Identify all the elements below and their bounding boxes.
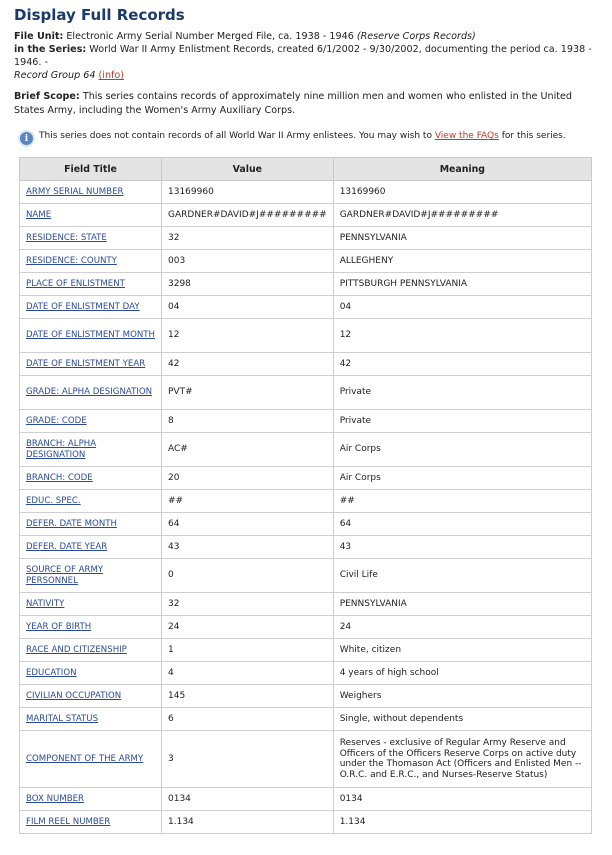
field-title-cell <box>20 376 162 410</box>
table-row <box>20 273 592 296</box>
field-title-link[interactable]: RESIDENCE: COUNTY <box>26 255 117 266</box>
meaning-cell: Air Corps <box>333 433 591 467</box>
meaning-cell: 64 <box>333 513 591 536</box>
value-cell: AC# <box>162 433 334 467</box>
value-cell: 6 <box>162 708 334 731</box>
field-title-link[interactable]: MARITAL STATUS <box>26 713 99 724</box>
table-row <box>20 811 592 834</box>
table-body <box>20 181 592 834</box>
page-title: Display Full Records <box>14 6 185 24</box>
meaning-cell: Civil Life <box>333 559 591 593</box>
series-label: in the Series: <box>14 44 87 55</box>
field-title-cell <box>20 662 162 685</box>
value-cell: 42 <box>162 353 334 376</box>
value-cell: 32 <box>162 593 334 616</box>
meaning-cell: 12 <box>333 319 591 353</box>
table-row <box>20 410 592 433</box>
value-cell: 1.134 <box>162 811 334 834</box>
table-row <box>20 319 592 353</box>
table-row <box>20 296 592 319</box>
brief-scope <box>14 90 589 118</box>
file-unit-italic: (Reserve Corps Records) <box>356 31 476 42</box>
field-title-cell <box>20 433 162 467</box>
field-title-cell <box>20 513 162 536</box>
field-title-link[interactable]: BRANCH: CODE <box>26 472 93 483</box>
view-faqs-link[interactable]: View the FAQs <box>434 131 499 141</box>
field-title-link[interactable]: RACE AND CITIZENSHIP <box>26 644 127 655</box>
value-cell: 3298 <box>162 273 334 296</box>
meaning-cell: 4 years of high school <box>333 662 591 685</box>
series <box>14 43 612 82</box>
field-title-link[interactable]: CIVILIAN OCCUPATION <box>26 690 122 701</box>
table-row <box>20 353 592 376</box>
field-title-cell <box>20 273 162 296</box>
value-cell: 43 <box>162 536 334 559</box>
field-title-cell <box>20 616 162 639</box>
value-cell: 4 <box>162 662 334 685</box>
records-table <box>19 157 592 834</box>
field-title-cell <box>20 639 162 662</box>
series-text: World War II Army Enlistment Records, created 6/1/2002 - 9/30/2002, documenting the period ca. 1938 - 1946. - <box>14 44 592 68</box>
notice-after: for this series. <box>501 131 566 141</box>
meaning-cell: PENNSYLVANIA <box>333 227 591 250</box>
value-cell: 04 <box>162 296 334 319</box>
meaning-cell: 43 <box>333 536 591 559</box>
field-title-link[interactable]: GRADE: ALPHA DESIGNATION <box>26 387 153 398</box>
field-title-cell <box>20 410 162 433</box>
meaning-cell: 13169960 <box>333 181 591 204</box>
field-title-cell <box>20 353 162 376</box>
field-title-link[interactable]: COMPONENT OF THE ARMY <box>26 753 144 764</box>
field-title-link[interactable]: RESIDENCE: STATE <box>26 232 107 243</box>
value-cell: 0134 <box>162 788 334 811</box>
field-title-link[interactable]: DATE OF ENLISTMENT YEAR <box>26 358 146 369</box>
meaning-cell: Reserves - exclusive of Regular Army Reserve and Officers of the Officers Reserve Corps on active duty under the Thomason Act (Officers and Enlisted Men -- O.R.C. and E.R.C., and Nurses-Reserve Status) <box>333 731 591 788</box>
meaning-cell: 1.134 <box>333 811 591 834</box>
table-row <box>20 788 592 811</box>
field-title-cell <box>20 319 162 353</box>
field-title-link[interactable]: EDUC. SPEC. <box>26 495 81 506</box>
field-title-cell <box>20 227 162 250</box>
notice-before: This series does not contain records of all World War II Army enlistees. You may wish to <box>39 131 432 141</box>
field-title-link[interactable]: PLACE OF ENLISTMENT <box>26 278 125 289</box>
value-cell: 8 <box>162 410 334 433</box>
header-value: Value <box>162 158 334 181</box>
field-title-link[interactable]: GRADE: CODE <box>26 415 87 426</box>
value-cell: 12 <box>162 319 334 353</box>
notice <box>20 130 612 145</box>
meaning-cell: PITTSBURGH PENNSYLVANIA <box>333 273 591 296</box>
field-title-cell <box>20 685 162 708</box>
meaning-cell: Air Corps <box>333 467 591 490</box>
table-row <box>20 731 592 788</box>
info-icon: i <box>20 132 33 145</box>
meaning-cell: GARDNER#DAVID#J######### <box>333 204 591 227</box>
value-cell: 32 <box>162 227 334 250</box>
table-row <box>20 685 592 708</box>
field-title-link[interactable]: DEFER. DATE MONTH <box>26 518 117 529</box>
table-row <box>20 662 592 685</box>
table-header-row <box>20 158 592 181</box>
brief-scope-text: This series contains records of approximately nine million men and women who enlisted in the United States Army, including the Women's Army Auxiliary Corps. <box>14 91 573 116</box>
meaning-cell: ALLEGHENY <box>333 250 591 273</box>
table-row <box>20 376 592 410</box>
field-title-cell <box>20 536 162 559</box>
meaning-cell: Weighers <box>333 685 591 708</box>
table-row <box>20 536 592 559</box>
field-title-cell <box>20 490 162 513</box>
table-row <box>20 513 592 536</box>
field-title-cell <box>20 559 162 593</box>
table-row <box>20 467 592 490</box>
field-title-link[interactable]: NATIVITY <box>26 598 65 609</box>
table-row <box>20 227 592 250</box>
field-title-link[interactable]: SOURCE OF ARMY PERSONNEL <box>26 565 104 586</box>
table-row <box>20 490 592 513</box>
table-row <box>20 181 592 204</box>
field-title-link[interactable]: DATE OF ENLISTMENT DAY <box>26 301 140 312</box>
value-cell: 64 <box>162 513 334 536</box>
value-cell: ## <box>162 490 334 513</box>
field-title-cell <box>20 181 162 204</box>
value-cell: 145 <box>162 685 334 708</box>
meaning-cell: 24 <box>333 616 591 639</box>
header-field-title: Field Title <box>20 158 162 181</box>
field-title-cell <box>20 731 162 788</box>
field-title-link[interactable]: NAME <box>26 209 52 220</box>
table-row <box>20 593 592 616</box>
field-title-cell <box>20 467 162 490</box>
field-title-cell <box>20 250 162 273</box>
field-title-cell <box>20 788 162 811</box>
meaning-cell: White, citizen <box>333 639 591 662</box>
field-title-link[interactable]: EDUCATION <box>26 667 77 678</box>
table-row <box>20 559 592 593</box>
brief-scope-label: Brief Scope: <box>14 91 80 102</box>
field-title-link[interactable]: BOX NUMBER <box>26 793 85 804</box>
file-unit <box>14 30 612 43</box>
field-title-cell <box>20 708 162 731</box>
header-meaning: Meaning <box>333 158 591 181</box>
field-title-link[interactable]: ARMY SERIAL NUMBER <box>26 186 124 197</box>
meaning-cell: 0134 <box>333 788 591 811</box>
table-row <box>20 250 592 273</box>
value-cell: 1 <box>162 639 334 662</box>
table-row <box>20 639 592 662</box>
field-title-cell <box>20 811 162 834</box>
field-title-link[interactable]: DATE OF ENLISTMENT MONTH <box>26 330 155 341</box>
value-cell: 20 <box>162 467 334 490</box>
value-cell: 003 <box>162 250 334 273</box>
field-title-cell <box>20 296 162 319</box>
meaning-cell: 04 <box>333 296 591 319</box>
record-group: Record Group 64 <box>14 70 96 81</box>
meaning-cell: Private <box>333 410 591 433</box>
field-title-link[interactable]: BRANCH: ALPHA DESIGNATION <box>26 439 97 460</box>
meaning-cell: Single, without dependents <box>333 708 591 731</box>
value-cell: 13169960 <box>162 181 334 204</box>
field-title-cell <box>20 593 162 616</box>
field-title-link[interactable]: YEAR OF BIRTH <box>26 621 92 632</box>
value-cell: 24 <box>162 616 334 639</box>
file-unit-label: File Unit: <box>14 31 64 42</box>
meaning-cell: ## <box>333 490 591 513</box>
value-cell: GARDNER#DAVID#J######### <box>162 204 334 227</box>
info-link[interactable]: (info) <box>98 70 125 81</box>
notice-text <box>39 130 566 142</box>
table-row <box>20 616 592 639</box>
file-unit-text: Electronic Army Serial Number Merged File, ca. 1938 - 1946 <box>66 31 354 42</box>
field-title-link[interactable]: FILM REEL NUMBER <box>26 816 111 827</box>
meaning-cell: Private <box>333 376 591 410</box>
meaning-cell: 42 <box>333 353 591 376</box>
table-row <box>20 204 592 227</box>
field-title-link[interactable]: DEFER. DATE YEAR <box>26 541 108 552</box>
value-cell: 3 <box>162 731 334 788</box>
value-cell: 0 <box>162 559 334 593</box>
meaning-cell: PENNSYLVANIA <box>333 593 591 616</box>
table-row <box>20 433 592 467</box>
field-title-cell <box>20 204 162 227</box>
value-cell: PVT# <box>162 376 334 410</box>
table-row <box>20 708 592 731</box>
